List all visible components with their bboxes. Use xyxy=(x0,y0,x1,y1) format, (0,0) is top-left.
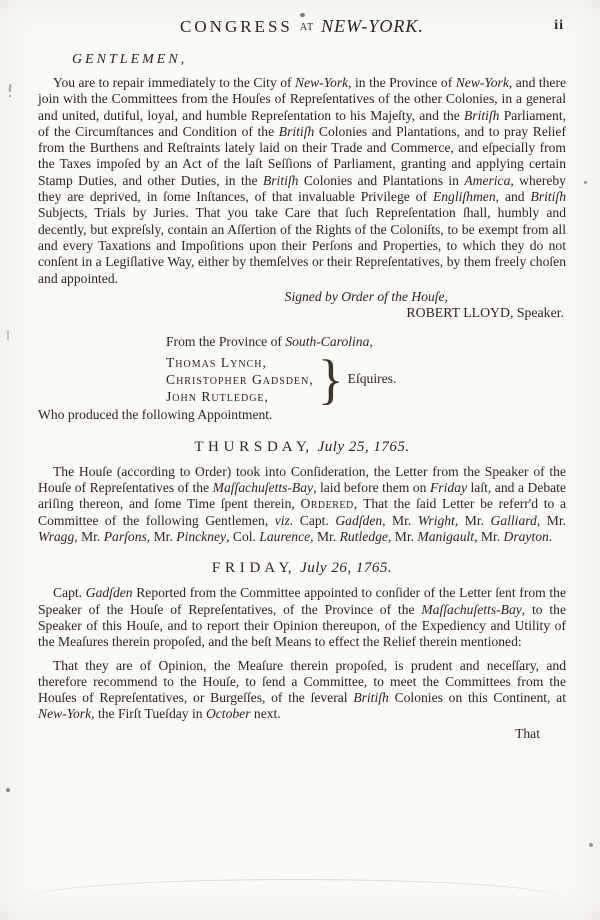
ink-speck xyxy=(6,788,10,792)
salutation: GENTLEMEN, xyxy=(72,52,188,67)
ink-speck xyxy=(9,95,11,97)
appointment-note: Who produced the following Appointment. xyxy=(38,407,273,423)
header-title-congress: CONGRESS xyxy=(180,17,293,36)
signed-by-order-line: Signed by Order of the Houſe, xyxy=(284,288,448,304)
delegation-block xyxy=(166,333,566,410)
delegate-names xyxy=(166,354,314,405)
scan-edge-shadow xyxy=(30,879,560,898)
page-number: ii xyxy=(554,18,564,33)
esquires-label: Eſquires. xyxy=(347,371,397,387)
delegate-name: Christopher Gadsden, xyxy=(166,371,314,387)
brace-glyph: } xyxy=(317,348,344,410)
speaker-signature-line: ROBERT LLOYD, Speaker. xyxy=(406,305,564,321)
catchword: That xyxy=(515,725,540,741)
friday-entry-1: Capt. Gadſden Reported from the Committee appointed to conſider of the Letter ſent from the Speaker of the Houſe of Repreſentatives, of the Province of the Maſſachuſetts-Bay, to the Speaker of this Houſe, and to report their Opinion thereupon, of the Expediency and Utility of the Meaſures therein propoſed, and the beſt Means to effect the Relief therein mentioned: xyxy=(38,585,566,650)
header-title-at: AT xyxy=(299,22,315,33)
ink-speck xyxy=(300,13,305,17)
commission-paragraph: You are to repair immediately to the City of New-York, in the Province of New-York, and there join with the Committees from the Houſes of Repreſentatives of the other Colonies, in a general and united, dutiful, loyal, and humble Repreſentation to his Majeſty, and the Britiſh Parliament, of the Circumſtances and Condition of the Britiſh Colonies and Plantations, and to pray Relief from the Burthens and Reſtraints lately laid on their Trade and Commerce, and eſpecially from the Taxes impoſed by an Act of the laſt Seſſions of Parliament, granting and applying certain Stamp Duties, and other Duties, in the Britiſh Colonies and Plantations in America, whereby they are deprived, in ſome Inſtances, of that invaluable Privilege of Engliſhmen, and Britiſh Subjects, Trials by Juries. That you take Care that ſuch Repreſentation ſhall, humbly and decently, but expreſsly, contain an Aſſertion of the Rights of the Coloniſts, to be exempt from all and every Taxations and Impoſitions upon their Perſons and Properties, to which they do not conſent in a Legiſlative Way, either by themſelves or their Repreſentatives, by them freely choſen and appointed. xyxy=(38,75,567,286)
thursday-heading: T H U R S D A Y, July 25, 1765. xyxy=(194,438,410,455)
friday-entry-2: That they are of Opinion, the Meaſure therein propoſed, is prudent and neceſſary, and therefore recommend to the Houſe, to ſend a Committee, to meet the Committees from the Houſes of Repreſentatives, or Burgeſſes, of the ſeveral Britiſh Colonies on this Continent, at New-York, the Firſt Tueſday in October next. xyxy=(38,657,566,722)
delegate-name: Thomas Lynch, xyxy=(166,354,267,370)
ink-speck xyxy=(7,330,9,340)
delegate-name: John Rutledge, xyxy=(166,388,269,404)
header-title-city: NEW-YORK. xyxy=(321,16,424,36)
delegation-intro: From the Province of South-Carolina, xyxy=(166,333,373,349)
delegation-row xyxy=(166,348,566,410)
ink-speck xyxy=(584,181,587,184)
ink-speck xyxy=(9,84,12,92)
thursday-entry: The Houſe (according to Order) took into Conſideration, the Letter from the Speaker of the Houſe of Repreſentatives of the Maſſachuſetts-Bay, laid before them on Friday laſt, and a Debate ariſing thereon, and ſome Time ſpent therein, Ordered, That the ſaid Letter be referr'd to a Committee of the following Gentlemen, viz. Capt. Gadſden, Mr. Wright, Mr. Galliard, Mr. Wragg, Mr. Parſons, Mr. Pinckney, Col. Laurence, Mr. Rutledge, Mr. Manigault, Mr. Drayton. xyxy=(38,463,567,545)
ink-speck xyxy=(589,843,593,847)
page-header xyxy=(38,16,566,42)
friday-heading: F R I D A Y, July 26, 1765. xyxy=(211,560,393,577)
